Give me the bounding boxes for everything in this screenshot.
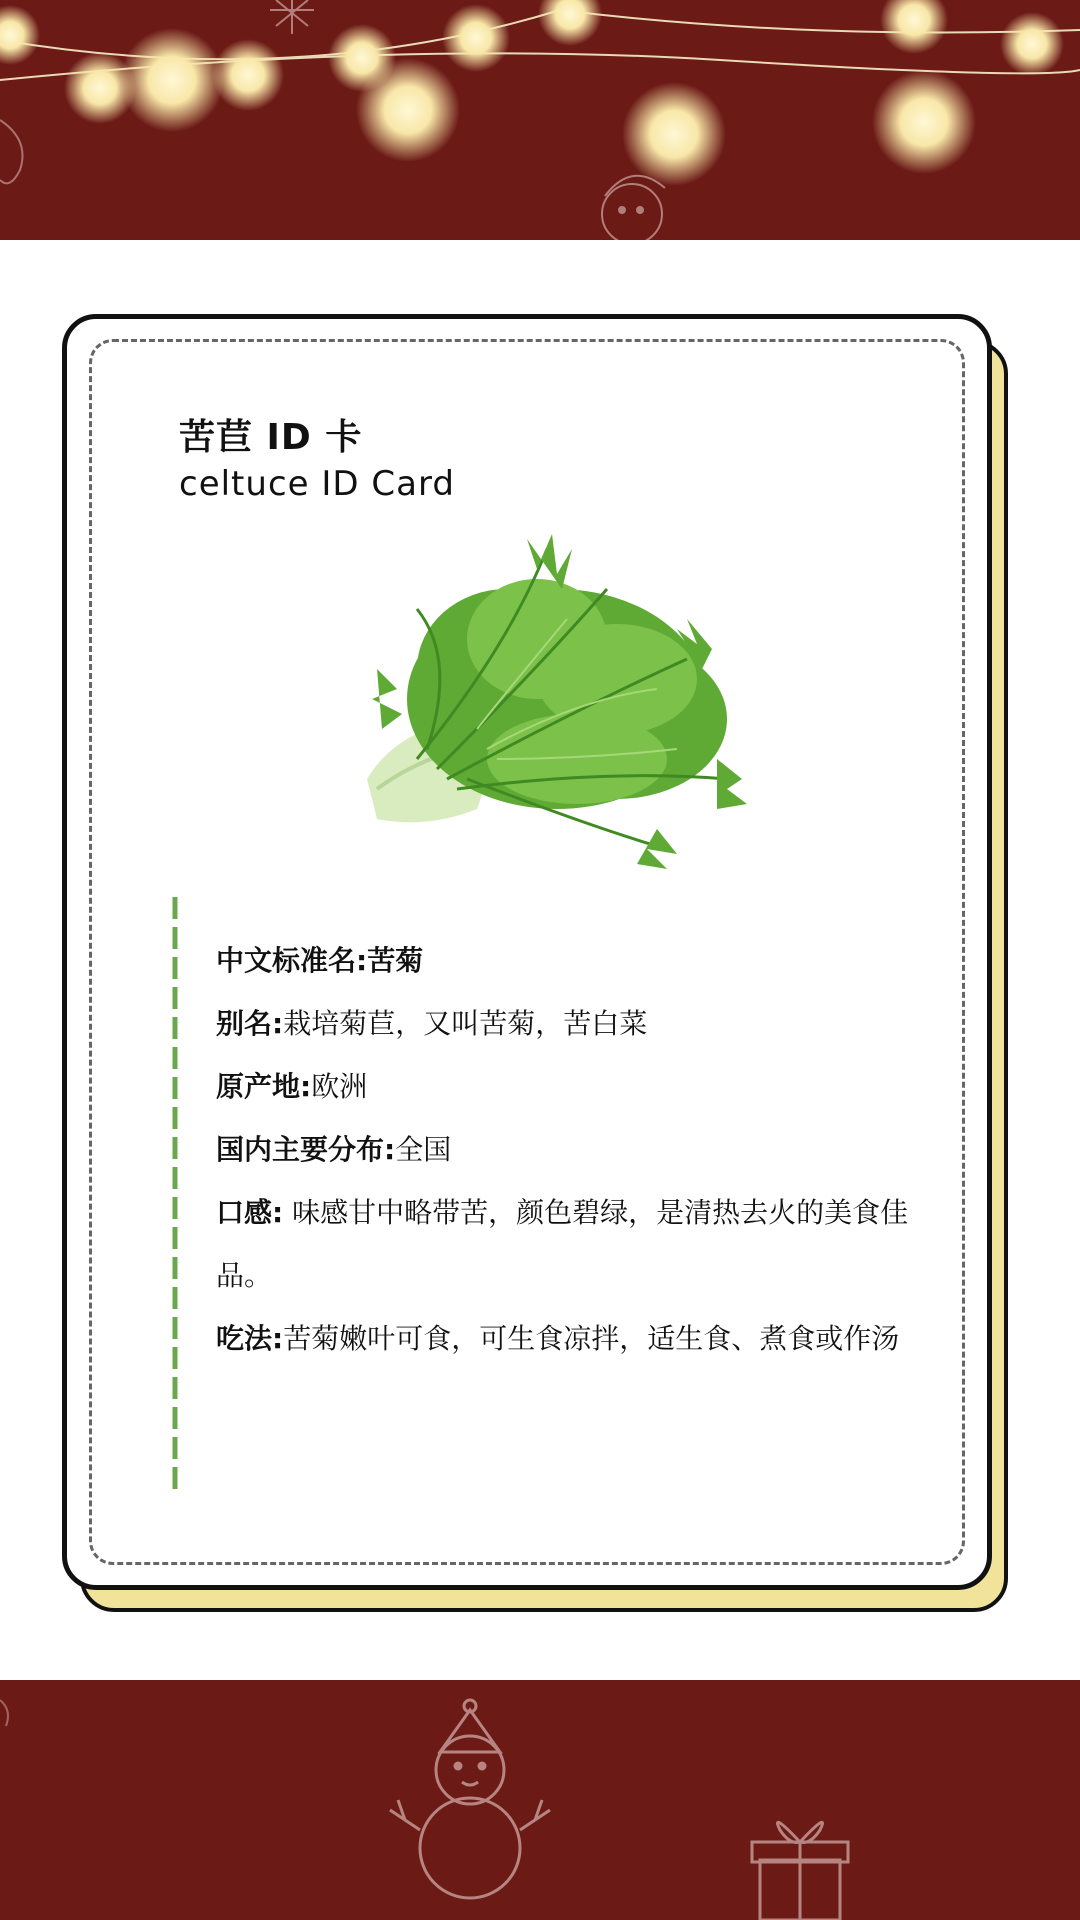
info-label: 中文标准名:	[216, 944, 368, 977]
info-list	[216, 929, 916, 1370]
info-value: 栽培菊苣，又叫苦菊，苦白菜	[283, 1007, 648, 1040]
id-card	[62, 314, 992, 1590]
info-value: 全国	[395, 1133, 452, 1166]
snowman-icon	[602, 176, 665, 240]
info-row-how-to-eat	[216, 1307, 916, 1370]
info-label: 别名:	[216, 1007, 284, 1040]
top-festive-banner	[0, 0, 1080, 240]
info-label: 国内主要分布:	[216, 1133, 396, 1166]
info-value: 欧洲	[311, 1070, 368, 1103]
frisee-lettuce-image	[357, 529, 757, 869]
snowflake-icon	[270, 0, 314, 34]
bottom-festive-banner	[0, 1680, 1080, 1920]
info-row-origin	[216, 1055, 916, 1118]
card-title-chinese: 苦苣 ID 卡	[179, 417, 363, 458]
info-row-distribution	[216, 1118, 916, 1181]
green-dashed-rule	[171, 897, 179, 1493]
card-title-english: celtuce ID Card	[179, 464, 455, 504]
string-lights-icon	[0, 0, 1080, 240]
info-label: 口感:	[216, 1196, 284, 1229]
info-value: 味感甘中略带苦，颜色碧绿，是清热去火的美食佳品。	[216, 1196, 909, 1292]
info-row-taste	[216, 1181, 916, 1307]
info-value: 苦菊嫩叶可食，可生食凉拌，适生食、煮食或作汤	[283, 1322, 900, 1355]
gift-icon	[752, 1822, 848, 1920]
info-label: 原产地:	[216, 1070, 312, 1103]
info-row-standard-name	[216, 929, 916, 992]
snowman-icon	[390, 1700, 550, 1898]
info-row-alias	[216, 992, 916, 1055]
info-label: 吃法:	[216, 1322, 284, 1355]
info-value: 苦菊	[367, 944, 424, 977]
